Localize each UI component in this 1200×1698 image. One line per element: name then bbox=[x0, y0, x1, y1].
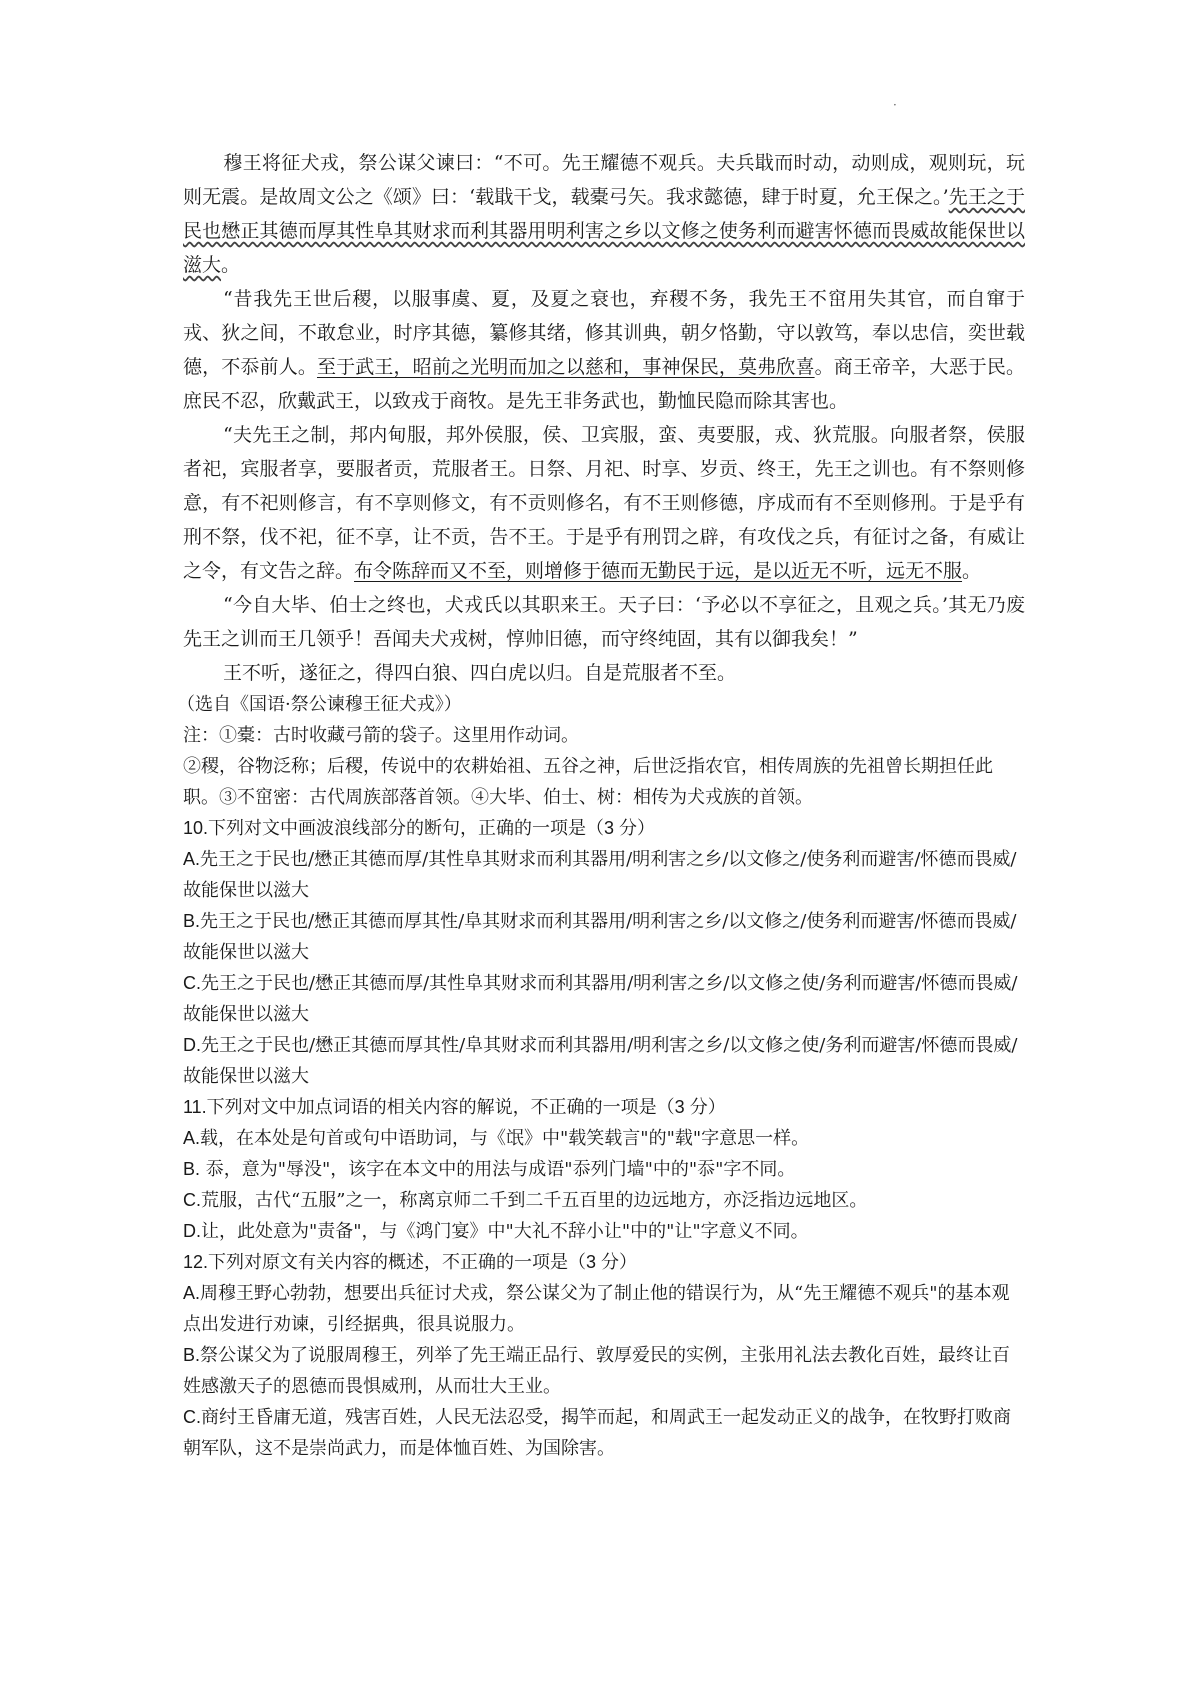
passage-paragraph-5 bbox=[183, 656, 1025, 690]
option-text: 商纣王昏庸无道，残害百姓，人民无法忍受，揭竿而起，和周武王一起发动正义的战争，在牧野打败商朝军队，这不是崇尚武力，而是体恤百姓、为国除害。 bbox=[183, 1407, 1011, 1459]
underlined-text: 至于武王，昭前之光明而加之以慈和，事神保民，莫弗欣喜 bbox=[316, 356, 815, 378]
note-2: ②稷，谷物泛称；后稷，传说中的农耕始祖、五谷之神，后世泛指农官，相传周族的先祖曾长期担任此职。③不窋密：古代周族部落首领。④大毕、伯士、树：相传为犬戎族的首领。 bbox=[183, 756, 993, 808]
option-a bbox=[183, 1278, 1025, 1340]
wavy-underlined-text: 先王之于民也懋正其德而厚其性阜其财求而利其器用明利害之乡以文修之使务利而避害怀德而畏威故能保世以滋大 bbox=[183, 186, 1025, 276]
option-a bbox=[183, 844, 1025, 906]
option-b bbox=[183, 1340, 1025, 1402]
option-text: 祭公谋父为了说服周穆王，列举了先王端正品行、敦厚爱民的实例，主张用礼法去教化百姓，最终让百姓感激天子的恩德而畏惧威刑，从而壮大王业。 bbox=[183, 1345, 1011, 1397]
passage-text: “昔我先王世后稷，以服事虞、夏，及夏之衰也，弃稷不务，我先王不窋用失其官，而自窜于戎、狄之间，不敢怠业，时序其德，纂修其绪，修其训典，朝夕恪勤，守以敦笃，奉以忠信，奕世载德，不忝前人。 bbox=[183, 288, 1025, 378]
option-c bbox=[183, 1402, 1025, 1464]
passage-text: 。商王帝辛，大恶于民。庶民不忍，欣戴武王，以致戎于商牧。是先王非务武也，勤恤民隐而除其害也。 bbox=[183, 356, 1025, 412]
option-text: 周穆王野心勃勃，想要出兵征讨犬戎，祭公谋父为了制止他的错误行为，从“先王耀德不观兵"的基本观点出发进行劝谏，引经据典，很具说服力。 bbox=[183, 1283, 1010, 1335]
option-a bbox=[183, 1123, 1025, 1154]
question-12 bbox=[183, 1247, 1025, 1464]
option-label: C. bbox=[183, 1190, 201, 1210]
option-text: 载，在本处是句首或句中语助词，与《氓》中"载笑载言"的"载"字意思一样。 bbox=[200, 1128, 810, 1149]
option-label: B. bbox=[183, 911, 201, 931]
option-text: 让，此处意为"责备"，与《鸿门宴》中"大礼不辞小让"中的"让"字意义不同。 bbox=[201, 1221, 809, 1242]
question-10 bbox=[183, 813, 1025, 1092]
passage-text: “夫先王之制，邦内甸服，邦外侯服，侯、卫宾服，蛮、夷要服，戎、狄荒服。向服者祭，侯服者祀，宾服者享，要服者贡，荒服者王。日祭、月祀、时享、岁贡、终王，先王之训也。有不祭则修意，有不祀则修言，有不享则修文，有不贡则修名，有不王则修德，序成而有不至则修刑。于是乎有刑不祭，伐不祀，征不享，让不贡，告不王。于是乎有刑罚之辟，有攻伐之兵，有征讨之备，有威让之令，有文告之辞。 bbox=[183, 424, 1025, 582]
option-d bbox=[183, 1216, 1025, 1247]
passage-paragraph-3 bbox=[183, 418, 1025, 588]
option-label: A. bbox=[183, 1283, 201, 1303]
question-11 bbox=[183, 1092, 1025, 1247]
underlined-text: 布令陈辞而又不至，则增修于德而无勤民于远，是以近无不听，远无不服 bbox=[354, 560, 963, 582]
option-label: B. bbox=[183, 1345, 201, 1365]
document-body bbox=[177, 146, 1025, 1464]
passage-text: 穆王将征犬戎，祭公谋父谏曰：“不可。先王耀德不观兵。夫兵戢而时动，动则成，观则玩，玩则无震。是故周文公之《颂》曰：‘载戢干戈，载橐弓矢。我求懿德，肆于时夏，允王保之。’ bbox=[183, 152, 1025, 208]
note-1: 注：①橐：古时收藏弓箭的袋子。这里用作动词。 bbox=[183, 725, 579, 746]
option-text: 先王之于民也/懋正其德而厚/其性阜其财求而利其器用/明利害之乡/以文修之/使务利而避害/怀德而畏威/故能保世以滋大 bbox=[183, 849, 1017, 901]
option-c bbox=[183, 1185, 1025, 1216]
option-text: 忝，意为"辱没"，该字在本文中的用法与成语"忝列门墙"中的"忝"字不同。 bbox=[200, 1159, 796, 1180]
passage-paragraph-2 bbox=[183, 282, 1025, 418]
passage-text: 。 bbox=[221, 254, 241, 276]
top-mark: · bbox=[893, 98, 897, 112]
option-label: D. bbox=[183, 1035, 201, 1055]
option-text: 先王之于民也/懋正其德而厚/其性阜其财求而利其器用/明利害之乡/以文修之使/务利而避害/怀德而畏威/故能保世以滋大 bbox=[183, 973, 1018, 1025]
option-d bbox=[183, 1030, 1025, 1092]
option-b bbox=[183, 906, 1025, 968]
option-label: A. bbox=[183, 849, 201, 869]
passage-text: 。 bbox=[962, 560, 982, 582]
passage-text: “今自大毕、伯士之终也，犬戎氏以其职来王。天子曰：‘予必以不享征之，且观之兵。’其无乃废先王之训而王几领乎！吾闻夫犬戎树，惇帅旧德，而守终纯固，其有以御我矣！” bbox=[183, 594, 1025, 650]
question-stem: 12.下列对原文有关内容的概述，不正确的一项是（3 分） bbox=[183, 1252, 638, 1272]
source-citation: （选自《国语·祭公谏穆王征犬戎》） bbox=[177, 694, 462, 715]
option-c bbox=[183, 968, 1025, 1030]
passage-paragraph-1 bbox=[183, 146, 1025, 282]
option-text: 荒服，古代“五服”之一，称离京师二千到二千五百里的边远地方，亦泛指边远地区。 bbox=[201, 1190, 868, 1211]
passage-text: 王不听，遂征之，得四白狼、四白虎以归。自是荒服者不至。 bbox=[223, 662, 737, 684]
question-stem: 10.下列对文中画波浪线部分的断句，正确的一项是（3 分） bbox=[183, 818, 656, 838]
option-text: 先王之于民也/懋正其德而厚其性/阜其财求而利其器用/明利害之乡/以文修之/使务利而避害/怀德而畏威/故能保世以滋大 bbox=[183, 911, 1017, 963]
passage-paragraph-4 bbox=[183, 588, 1025, 656]
option-label: C. bbox=[183, 1407, 201, 1427]
option-label: C. bbox=[183, 973, 201, 993]
option-label: D. bbox=[183, 1221, 201, 1241]
option-label: A. bbox=[183, 1128, 201, 1148]
option-b bbox=[183, 1154, 1025, 1185]
question-stem: 11.下列对文中加点词语的相关内容的解说，不正确的一项是（3 分） bbox=[183, 1097, 726, 1117]
option-label: B. bbox=[183, 1159, 201, 1179]
option-text: 先王之于民也/懋正其德而厚其性/阜其财求而利其器用/明利害之乡/以文修之使/务利而避害/怀德而畏威/故能保世以滋大 bbox=[183, 1035, 1018, 1087]
